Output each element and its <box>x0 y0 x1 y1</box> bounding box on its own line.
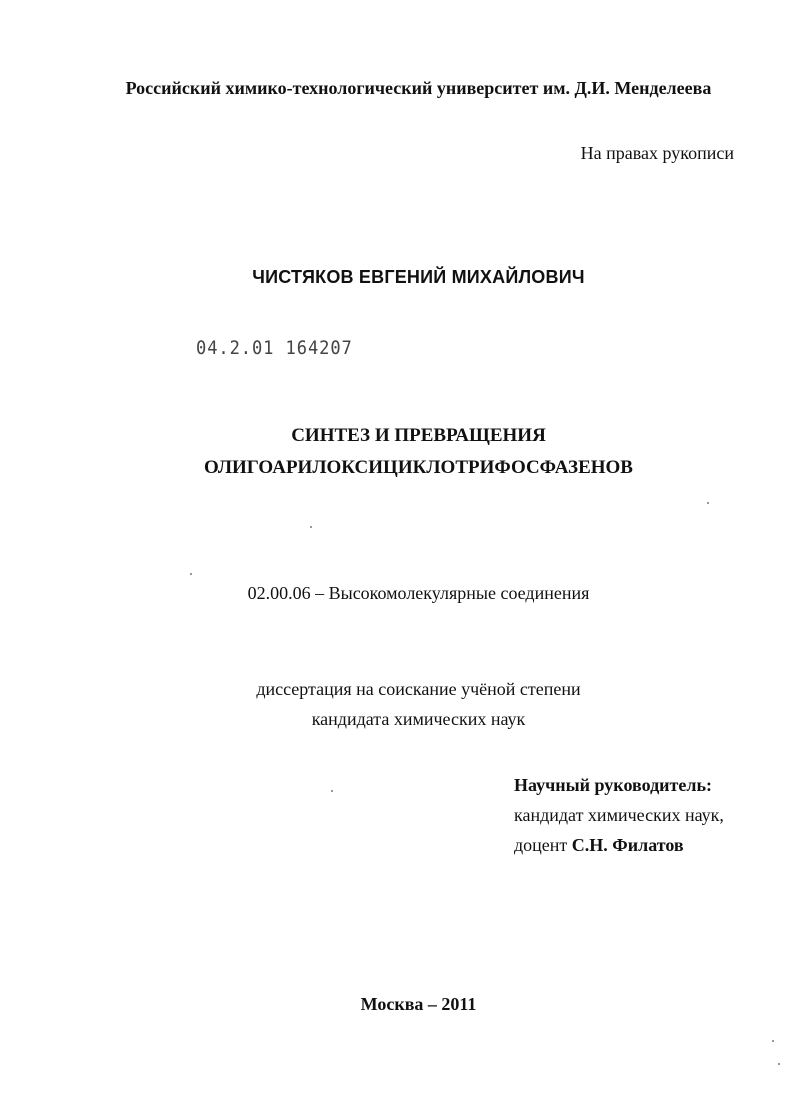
dissertation-title-line-1: СИНТЕЗ И ПРЕВРАЩЕНИЯ <box>291 425 546 446</box>
university-name: Российский химико-технологический университет им. Д.И. Менделеева <box>125 78 712 98</box>
supervisor-name: С.Н. Филатов <box>571 835 684 855</box>
scan-speck <box>707 502 709 504</box>
scan-speck <box>190 573 192 575</box>
specialty-code: 02.00.06 – Высокомолекулярные соединения <box>247 583 590 603</box>
scan-speck <box>778 1063 780 1065</box>
degree-line-1: диссертация на соискание учёной степени <box>256 679 581 699</box>
author-name: ЧИСТЯКОВ ЕВГЕНИЙ МИХАЙЛОВИЧ <box>252 267 585 287</box>
degree-line-2: кандидата химических наук <box>311 709 526 729</box>
scan-speck <box>772 1040 774 1042</box>
supervisor-degree: кандидат химических наук, <box>514 805 724 825</box>
scan-speck <box>310 526 312 528</box>
rights-note: На правах рукописи <box>580 143 734 163</box>
place-and-year: Москва – 2011 <box>360 994 477 1014</box>
supervisor-line <box>514 836 684 854</box>
scan-speck <box>331 790 333 792</box>
supervisor-title: доцент <box>514 835 568 855</box>
dissertation-title-line-2: ОЛИГОАРИЛОКСИЦИКЛОТРИФОСФАЗЕНОВ <box>204 457 633 478</box>
library-stamp-number: 04.2.01 164207 <box>196 337 353 359</box>
supervisor-heading: Научный руководитель: <box>514 775 712 795</box>
